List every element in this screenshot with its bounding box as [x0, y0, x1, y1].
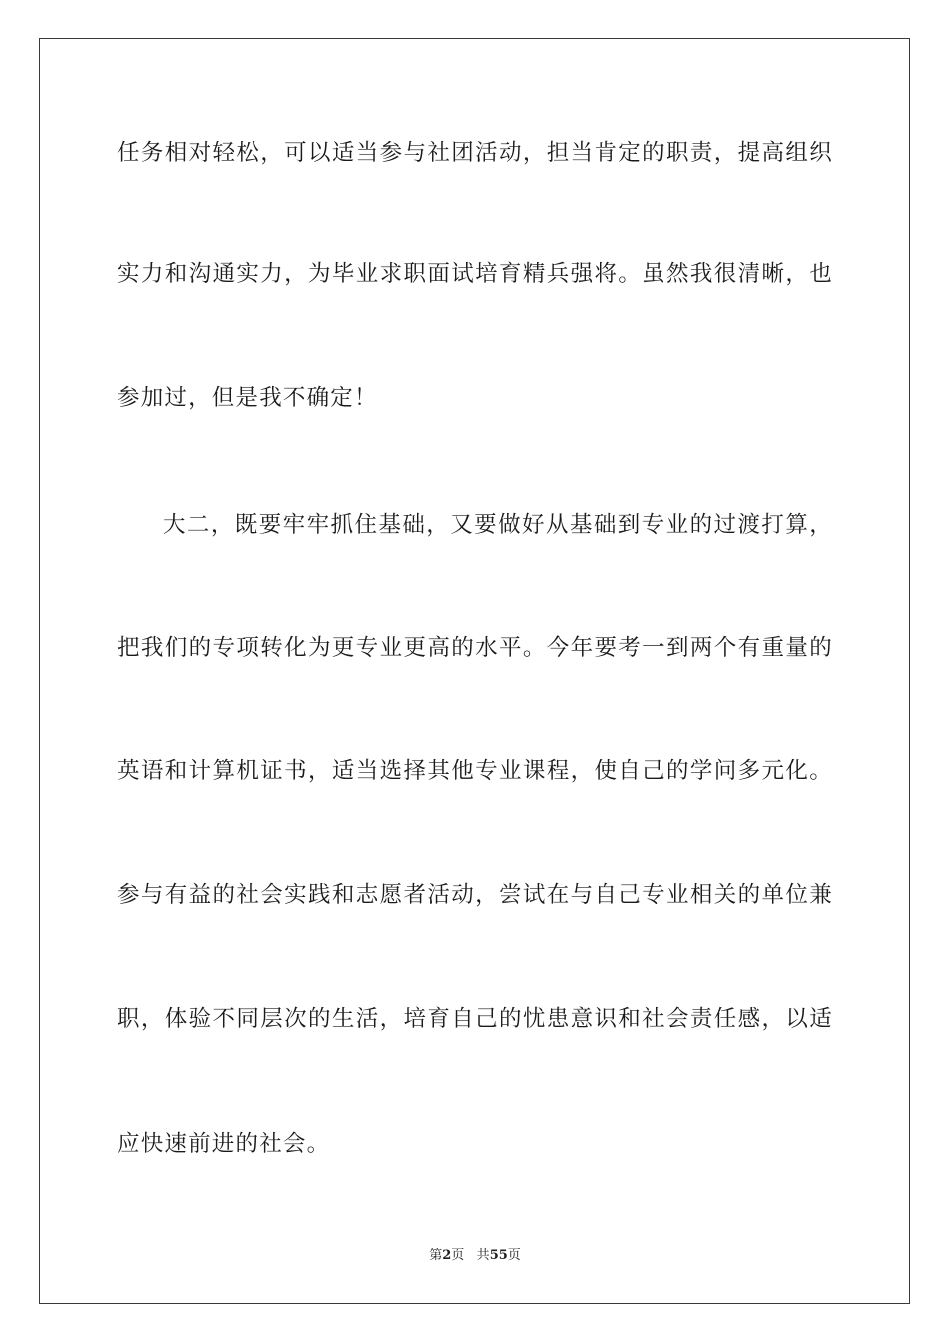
footer-total-suffix: 页	[507, 1248, 521, 1263]
text-line-9: 应快速前进的社会。	[117, 1131, 331, 1157]
footer-total-prefix: 共	[476, 1248, 490, 1263]
text-line-3: 参加过，但是我不确定！	[117, 385, 378, 411]
footer-page-suffix: 页	[451, 1248, 465, 1263]
text-line-7: 参与有益的社会实践和志愿者活动，尝试在与自己专业相关的单位兼	[117, 882, 833, 908]
footer-page-number: 2	[442, 1248, 452, 1263]
text-line-4: 大二，既要牢牢抓住基础，又要做好从基础到专业的过渡打算，	[163, 512, 833, 538]
page-footer	[0, 1247, 950, 1265]
text-line-6: 英语和计算机证书，适当选择其他专业课程，使自己的学问多元化。	[117, 758, 833, 784]
page-border	[39, 38, 910, 1304]
text-line-2: 实力和沟通实力，为毕业求职面试培育精兵强将。虽然我很清晰，也	[117, 261, 833, 287]
footer-total-pages: 55	[489, 1248, 508, 1263]
text-line-5: 把我们的专项转化为更专业更高的水平。今年要考一到两个有重量的	[117, 635, 833, 661]
text-line-1: 任务相对轻松，可以适当参与社团活动，担当肯定的职责，提高组织	[117, 140, 833, 166]
footer-page-prefix: 第	[429, 1248, 443, 1263]
text-line-8: 职，体验不同层次的生活，培育自己的忧患意识和社会责任感，以适	[117, 1006, 833, 1032]
